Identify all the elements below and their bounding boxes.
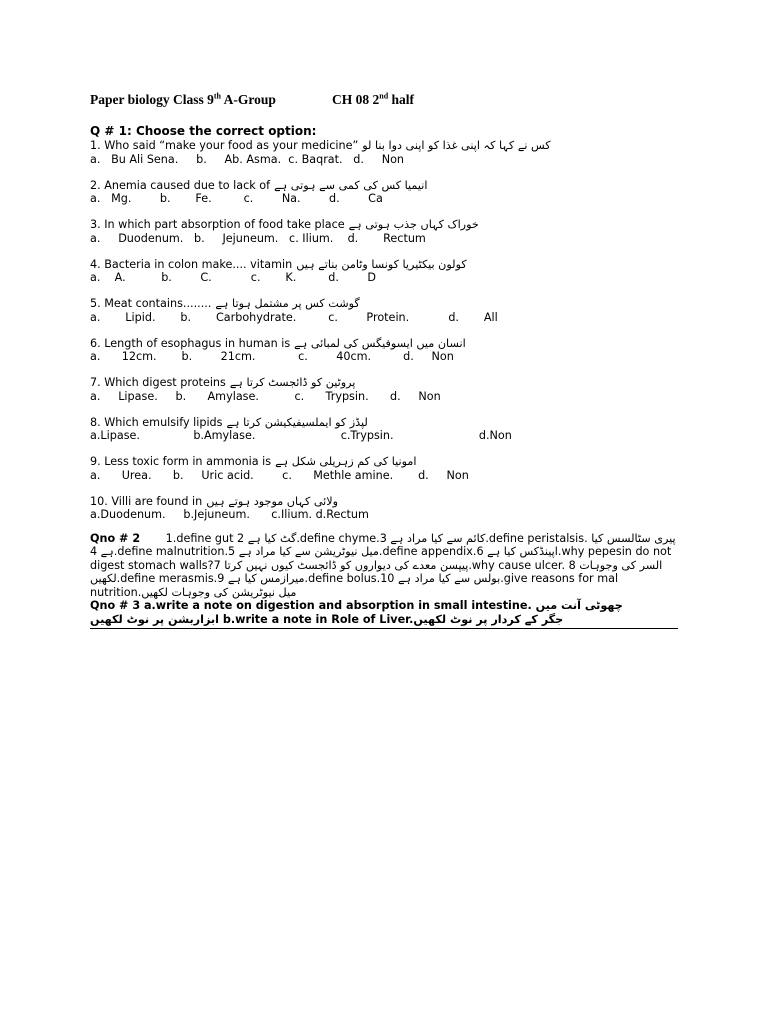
- question-urdu: کولون بیکٹیریا کونسا وٹامن بناتے ہیں: [296, 257, 467, 271]
- question-options: a. Lipase. b. Amylase. c. Trypsin. d. Non: [90, 389, 441, 403]
- mcq-item: [90, 258, 678, 285]
- exam-paper: [90, 92, 678, 629]
- short-questions: [90, 532, 678, 600]
- mcq-item: [90, 139, 678, 166]
- question-text: 8. Which emulsify lipids: [90, 415, 223, 429]
- question-text: 7. Which digest proteins: [90, 376, 226, 389]
- question-text: 2. Anemia caused due to lack of: [90, 178, 271, 192]
- mcq-list: [90, 139, 678, 522]
- question-options: a.Duodenum. b.Jejuneum. c.Ilium. d.Rectum: [90, 508, 369, 521]
- mcq-item: [90, 376, 678, 403]
- question-urdu: پروٹین کو ڈائجسٹ کرتا ہے: [229, 376, 356, 389]
- question-text: 3. In which part absorption of food take place: [90, 218, 345, 231]
- q1-heading: Q # 1: Choose the correct option:: [90, 124, 317, 138]
- mcq-item: [90, 416, 678, 443]
- question-urdu: امونیا کی کم زہریلی شکل ہے: [275, 455, 417, 468]
- question-options: a. Lipid. b. Carbohydrate. c. Protein. d. All: [90, 310, 498, 324]
- mcq-item: [90, 455, 678, 482]
- question-urdu: کس نے کہا کہ اپنی غذا کو اپنی دوا بنا لو: [362, 139, 551, 152]
- qno2-label: Qno # 2: [90, 531, 141, 545]
- question-options: a. 12cm. b. 21cm. c. 40cm. d. Non: [90, 350, 454, 363]
- question-options: a. A. b. C. c. K. d. D: [90, 271, 377, 284]
- question-text: 5. Meat contains........: [90, 297, 212, 310]
- long-questions: [90, 599, 678, 627]
- question-options: a. Duodenum. b. Jejuneum. c. Ilium. d. Rectum: [90, 231, 426, 245]
- question-urdu: انسان میں ایسوفیگس کی لمبائی ہے: [294, 336, 466, 350]
- question-text: 1. Who said “make your food as your medicine”: [90, 139, 359, 152]
- question-text: 9. Less toxic form in ammonia is: [90, 455, 272, 468]
- mcq-item: [90, 297, 678, 324]
- question-urdu: گوشت کس پر مشتمل ہوتا ہے: [215, 297, 360, 310]
- mcq-item: [90, 337, 678, 364]
- bottom-divider: [90, 628, 678, 629]
- chapter-label: CH 08 2nd half: [332, 91, 415, 107]
- mcq-item: [90, 495, 678, 522]
- question-urdu: ولائی کہاں موجود ہوتے ہیں: [206, 494, 339, 508]
- question-text: 6. Length of esophagus in human is: [90, 336, 291, 350]
- question-options: a. Urea. b. Uric acid. c. Methle amine. d. Non: [90, 468, 469, 482]
- question-options: a.Lipase. b.Amylase. c.Trypsin. d.Non: [90, 429, 512, 442]
- question-urdu: خوراک کہاں جذب ہوتی ہے: [348, 218, 479, 231]
- mcq-item: [90, 218, 678, 245]
- mcq-item: [90, 179, 678, 206]
- question-text: 4. Bacteria in colon make.... vitamin: [90, 257, 293, 271]
- paper-header: [90, 92, 678, 114]
- question-options: a. Mg. b. Fe. c. Na. d. Ca: [90, 192, 383, 205]
- question-text: 10. Villi are found in: [90, 494, 203, 508]
- qno3-line2: ابزاربشن پر نوٹ لکھیں b.write a note in Role of Liver.جگر کے کردار پر نوٹ لکھیں: [90, 613, 564, 626]
- question-urdu: انیمیا کس کی کمی سے ہوتی ہے: [274, 178, 428, 192]
- qno3-line1: Qno # 3 a.write a note on digestion and absorption in small intestine. چھوٹی آنت میں: [90, 599, 623, 612]
- question-options: a. Bu Ali Sena. b. Ab. Asma. c. Baqrat. d. Non: [90, 152, 405, 166]
- question-urdu: لپڈز کو ایملسیفیکیشن کرتا ہے: [226, 415, 368, 429]
- qno2-body: 1.define gut 2 گٹ کیا ہے.define chyme.3 کائم سے کیا مراد ہے.define peristalsis. پیری سٹالسس کیا ہے 4.define malnutrition.5 میل نیوٹریشن سے کیا مراد ہے.define appendix.6 اپینڈکس کیا ہے.why pepesin do not digest stomach walls?7 پیپسن معدے کی دیواروں کو ڈائجسٹ کیوں نہیں کرتا.why cause ulcer. 8 السر کی وجوہات لکھیں.define merasmis.9 میرازمس کیا ہے.define bolus.10 بولس سے کیا مراد ہے.give reasons for mal nutrition.میل نیوٹریشن کی وجوہات لکھیں: [90, 531, 676, 599]
- paper-title: Paper biology Class 9th A-Group: [90, 91, 276, 107]
